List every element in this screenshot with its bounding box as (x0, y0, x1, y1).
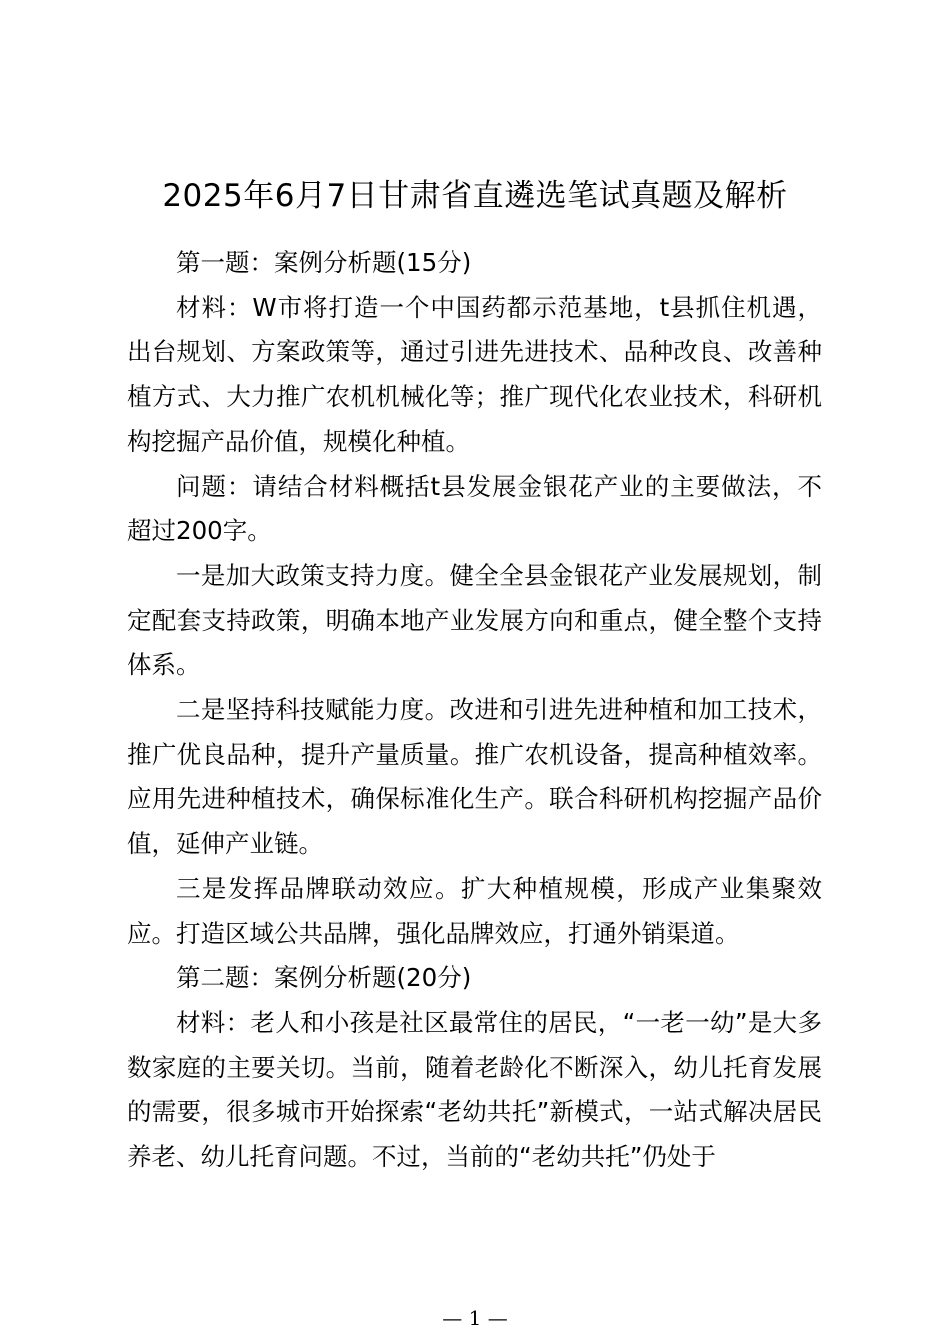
section-heading-question-2: 第二题：案例分析题(20分) (176, 963, 472, 993)
document-title: 2025年6月7日甘肃省直遴选笔试真题及解析 (162, 178, 788, 214)
answer-point-1: 一是加大政策支持力度。健全全县金银花产业发展规划，制定配套支持政策，明确本地产业发展方向和重点，健全整个支持体系。 (127, 560, 822, 680)
answer-point-2: 二是坚持科技赋能力度。改进和引进先进种植和加工技术，推广优良品种，提升产量质量。推广农机设备，提高种植效率。应用先进种植技术，确保标准化生产。联合科研机构挖掘产品价值，延伸产业链。 (127, 695, 822, 859)
answer-point-3: 三是发挥品牌联动效应。扩大种植规模，形成产业集聚效应。打造区域公共品牌，强化品牌效应，打通外销渠道。 (127, 873, 822, 948)
document-body (127, 241, 822, 1180)
material-paragraph-1: 材料：W市将打造一个中国药都示范基地，t县抓住机遇，出台规划、方案政策等，通过引进先进技术、品种改良、改善种植方式、大力推广农机机械化等；推广现代化农业技术，科研机构挖掘产品价值，规模化种植。 (127, 292, 822, 456)
material-paragraph-2: 材料：老人和小孩是社区最常住的居民，“一老一幼”是大多数家庭的主要关切。当前，随着老龄化不断深入，幼儿托育发展的需要，很多城市开始探索“老幼共托”新模式，一站式解决居民养老、幼儿托育问题。不过，当前的“老幼共托”仍处于 (127, 1007, 822, 1172)
page-number: — 1 — (442, 1306, 508, 1330)
question-paragraph-1: 问题：请结合材料概括t县发展金银花产业的主要做法，不超过200字。 (127, 471, 822, 546)
section-heading-question-1: 第一题：案例分析题(15分) (176, 248, 472, 277)
